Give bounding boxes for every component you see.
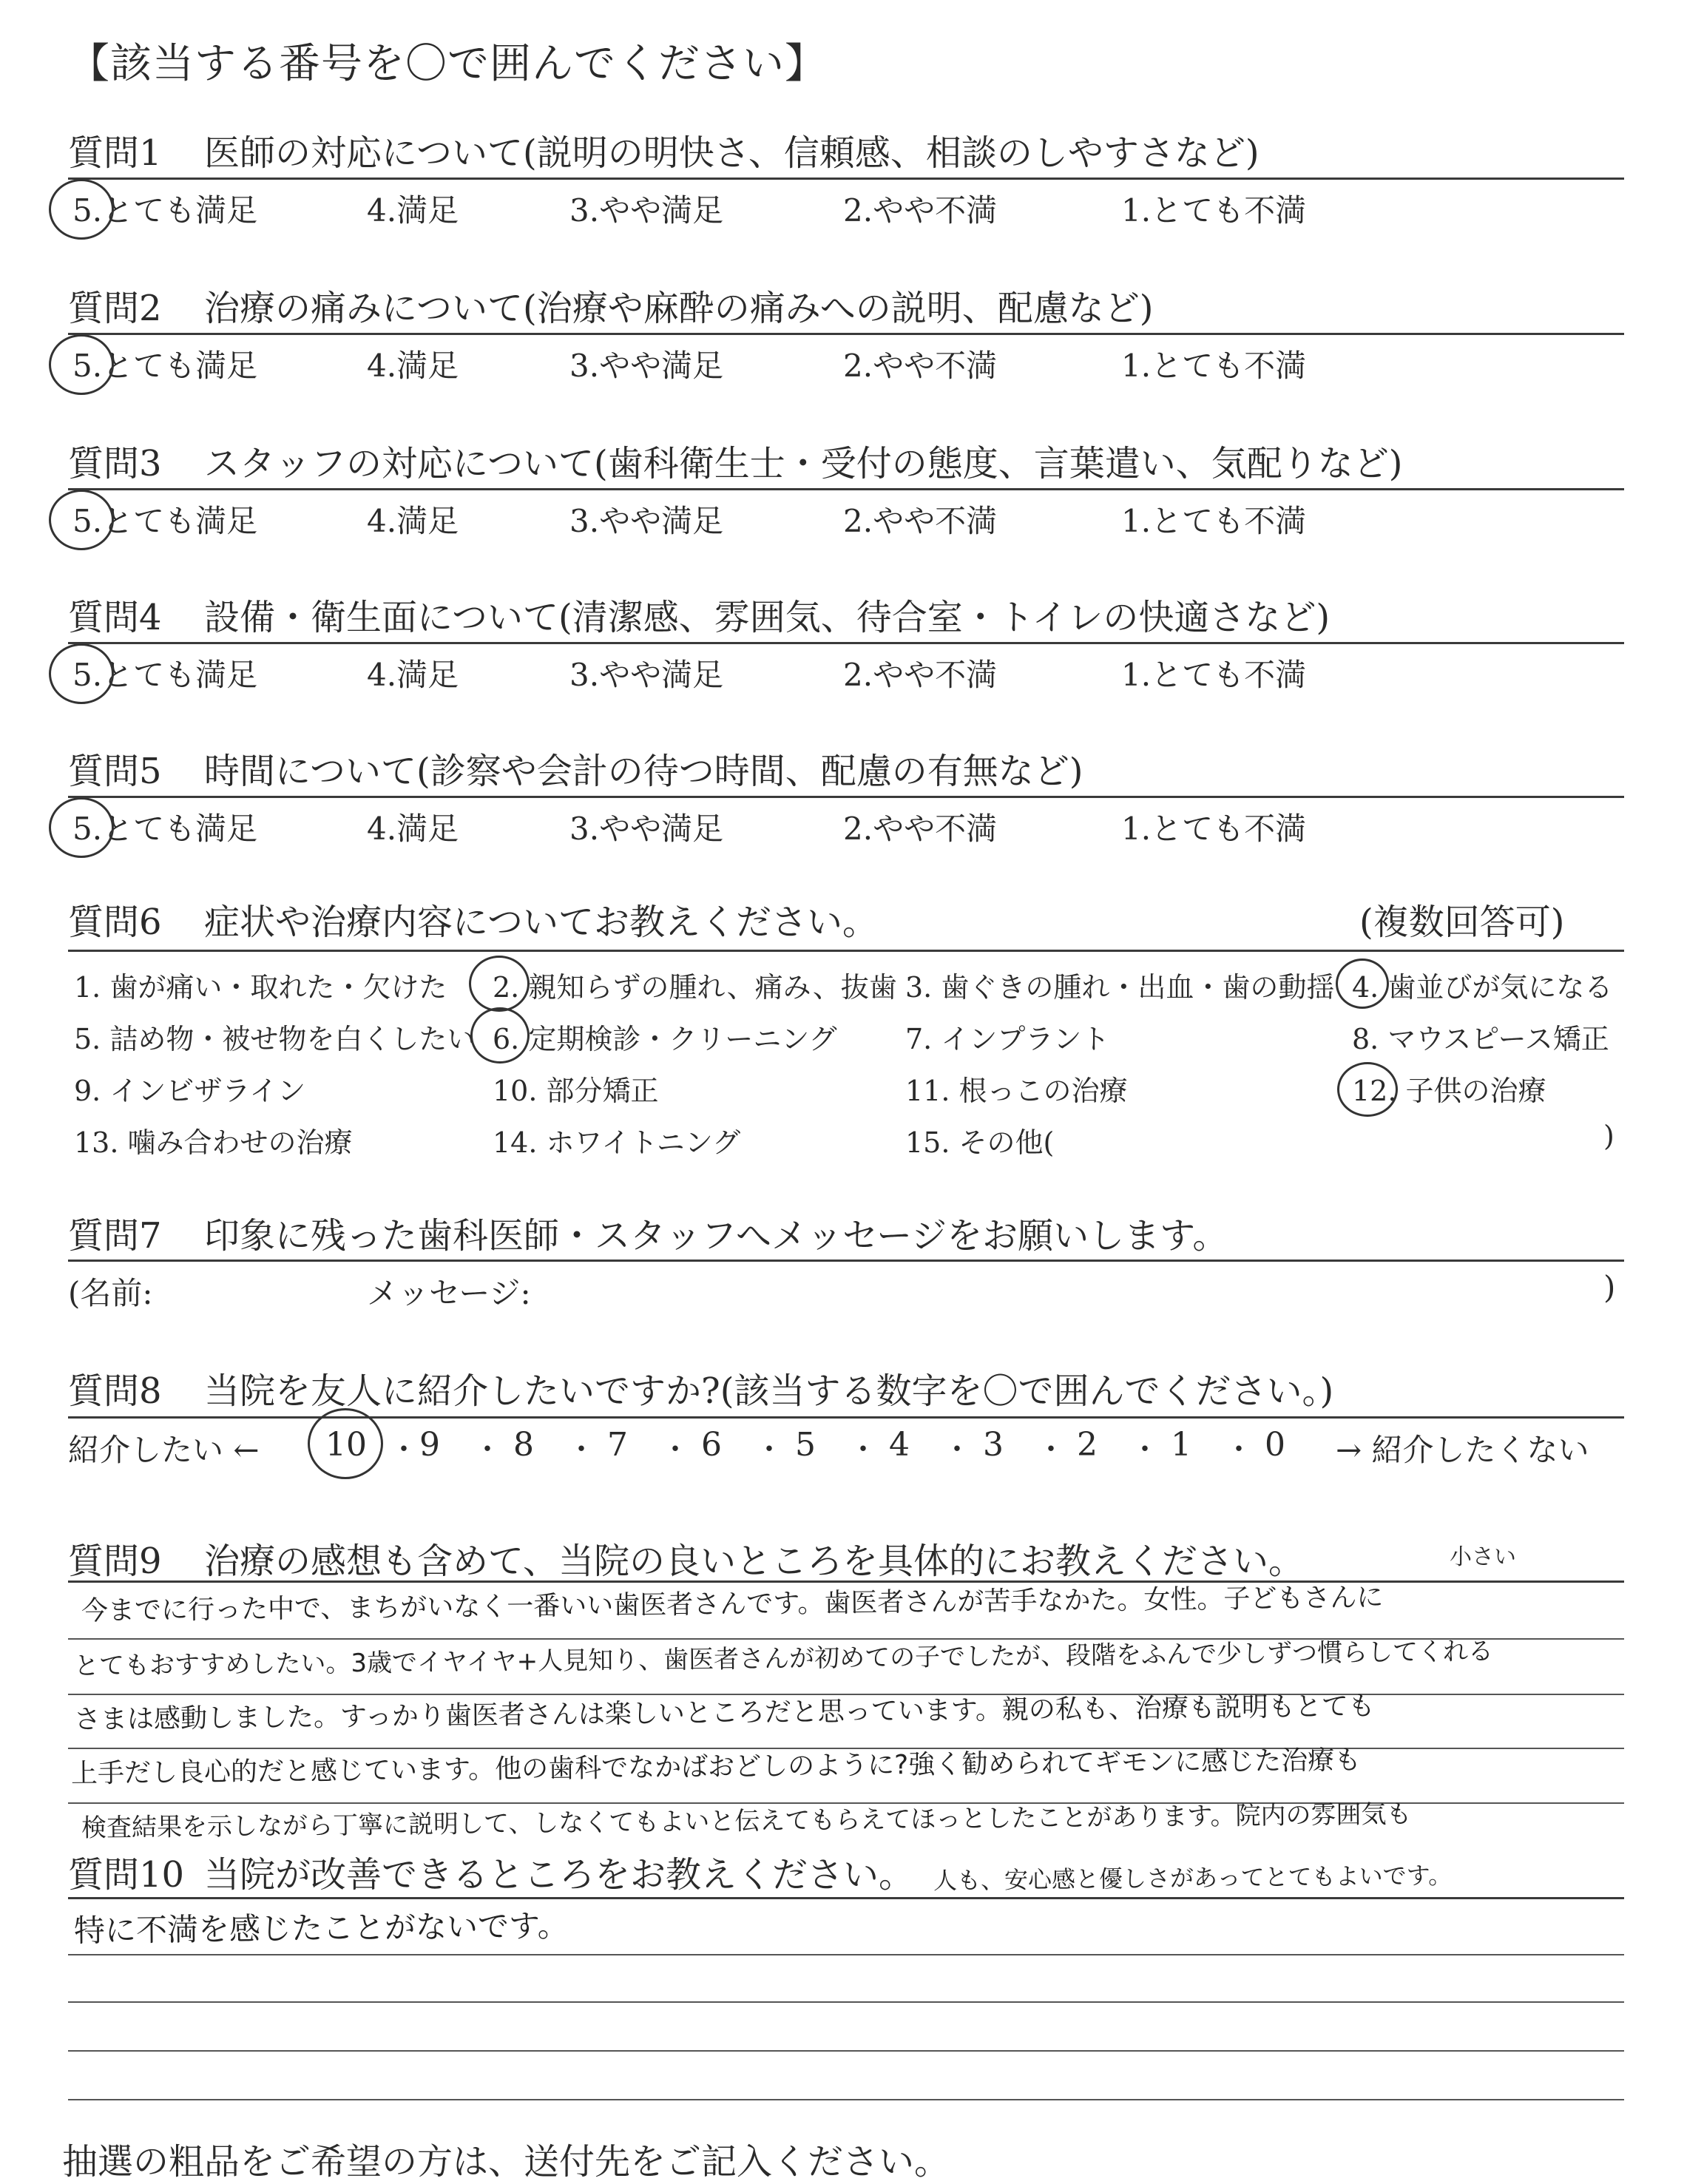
q5-option-3[interactable]: 3.やや満足 <box>569 811 724 847</box>
q2-text: 治療の痛みについて(治療や麻酔の痛みへの説明、配慮など) <box>204 288 1154 329</box>
q8-scale-4[interactable]: 4 <box>889 1426 910 1464</box>
q8-rule <box>68 1416 1624 1419</box>
q1-option-2[interactable]: 2.やや不満 <box>843 192 998 229</box>
footer-note: 抽選の粗品をご希望の方は、送付先をご記入ください。 <box>62 2141 950 2183</box>
q8-scale-separator: ・ <box>754 1433 784 1467</box>
q10-rule <box>68 1897 1624 1899</box>
q2-option-5[interactable]: 5.とても満足 <box>72 348 258 384</box>
q8-scale-separator: ・ <box>1130 1433 1160 1467</box>
q7-message-label: メッセージ: <box>367 1275 531 1311</box>
q4-option-2[interactable]: 2.やや不満 <box>843 657 998 693</box>
q7-label: 質問7 <box>68 1215 162 1257</box>
q5-option-5[interactable]: 5.とても満足 <box>72 811 258 847</box>
q1-option-1[interactable]: 1.とても不満 <box>1121 192 1307 229</box>
q9-text: 治療の感想も含めて、当院の良いところを具体的にお教えください。 <box>204 1541 1305 1582</box>
q6-selection-circle <box>1336 959 1389 1009</box>
q5-rule <box>68 796 1624 798</box>
q6-text: 症状や治療内容についてお教えください。 <box>204 902 879 943</box>
q2-option-2[interactable]: 2.やや不満 <box>843 348 998 384</box>
q3-text: スタッフの対応について(歯科衛生士・受付の態度、言葉遣い、気配りなど) <box>204 443 1403 484</box>
q9-answer-line-text: とてもおすすめしたい。3歳でイヤイヤ+人見知り、歯医者さんが初めての子でしたが、段階をふんで少しずつ慣らしてくれる <box>73 1636 1494 1681</box>
q9-answer-line-text: 検査結果を示しながら丁寧に説明して、しなくてもよいと伝えてもらえてほっとしたことがあります。院内の雰囲気も <box>81 1799 1412 1843</box>
q8-label: 質問8 <box>68 1370 162 1412</box>
q6-option-10[interactable]: 10. 部分矯正 <box>493 1075 659 1107</box>
q10-label: 質問10 <box>68 1854 185 1896</box>
q6-option-2[interactable]: 2. 親知らずの腫れ、痛み、抜歯 <box>493 971 897 1004</box>
q1-rule <box>68 178 1624 180</box>
q8-text: 当院を友人に紹介したいですか?(該当する数字を〇で囲んでください。) <box>204 1370 1334 1412</box>
q8-scale-6[interactable]: 6 <box>701 1426 722 1464</box>
q6-rule <box>68 950 1624 952</box>
q8-selection-circle <box>308 1408 383 1479</box>
q9-answer-line-text: 人も、安心感と優しさがあってとてもよいです。 <box>933 1861 1453 1895</box>
q8-left-label: 紹介したい ← <box>68 1432 260 1468</box>
q8-scale-separator: ・ <box>567 1433 596 1467</box>
q6-option-11[interactable]: 11. 根っこの治療 <box>905 1075 1128 1107</box>
q9-answer-line-text: 上手だし良心的だと感じています。他の歯科でなかばおどしのように?強く勧められてギモンに感じた治療も <box>70 1745 1362 1789</box>
q6-option-4[interactable]: 4. 歯並びが気になる <box>1352 971 1613 1004</box>
q6-option-9[interactable]: 9. インビザライン <box>74 1075 306 1107</box>
q8-scale-separator: ・ <box>942 1433 972 1467</box>
q6-option-3[interactable]: 3. 歯ぐきの腫れ・出血・歯の動揺 <box>905 971 1335 1004</box>
q4-option-4[interactable]: 4.満足 <box>367 657 459 693</box>
q1-selection-circle <box>49 179 114 240</box>
q1-option-3[interactable]: 3.やや満足 <box>569 192 724 229</box>
q6-selection-circle <box>1337 1062 1398 1117</box>
q7-name-label: (名前: <box>68 1275 153 1311</box>
q3-rule <box>68 488 1624 490</box>
q8-scale-8[interactable]: 8 <box>513 1426 534 1464</box>
q3-label: 質問3 <box>68 443 162 484</box>
q6-option-14[interactable]: 14. ホワイトニング <box>493 1126 741 1159</box>
q8-scale-3[interactable]: 3 <box>983 1426 1004 1464</box>
q3-option-1[interactable]: 1.とても不満 <box>1121 503 1307 539</box>
q2-rule <box>68 333 1624 335</box>
q4-option-1[interactable]: 1.とても不満 <box>1121 657 1307 693</box>
q3-option-3[interactable]: 3.やや満足 <box>569 503 724 539</box>
q1-text: 医師の対応について(説明の明快さ、信頼感、相談のしやすさなど) <box>204 132 1260 174</box>
q4-text: 設備・衛生面について(清潔感、雰囲気、待合室・トイレの快適さなど) <box>204 597 1331 638</box>
q2-label: 質問2 <box>68 288 162 329</box>
q6-selection-circle <box>469 956 530 1012</box>
q10-answer: 特に不満を感じたことがないです。 <box>73 1907 569 1949</box>
q3-option-2[interactable]: 2.やや不満 <box>843 503 998 539</box>
q5-option-1[interactable]: 1.とても不満 <box>1121 811 1307 847</box>
q8-scale-7[interactable]: 7 <box>607 1426 628 1464</box>
q8-scale-9[interactable]: 9 <box>419 1426 440 1464</box>
q1-label: 質問1 <box>68 132 162 174</box>
q6-option-15-close: ) <box>1603 1120 1615 1152</box>
q10-answer-line <box>68 2050 1624 2052</box>
q8-scale-10[interactable]: 10 <box>325 1426 367 1464</box>
q8-scale-2[interactable]: 2 <box>1077 1426 1098 1464</box>
q9-label: 質問9 <box>68 1541 162 1582</box>
q10-answer-line <box>68 2001 1624 2003</box>
q8-scale-separator: ・ <box>389 1433 419 1467</box>
q2-option-4[interactable]: 4.満足 <box>367 348 459 384</box>
q5-text: 時間について(診察や会計の待つ時間、配慮の有無など) <box>204 751 1083 792</box>
q8-scale-separator: ・ <box>848 1433 878 1467</box>
q7-text: 印象に残った歯科医師・スタッフへメッセージをお願いします。 <box>204 1215 1228 1257</box>
q4-option-3[interactable]: 3.やや満足 <box>569 657 724 693</box>
q9-answer-line-text: さまは感動しました。すっかり歯医者さんは楽しいところだと思っています。親の私も、治療も説明もとても <box>73 1691 1376 1735</box>
q1-option-4[interactable]: 4.満足 <box>367 192 459 229</box>
q8-scale-0[interactable]: 0 <box>1265 1426 1285 1464</box>
q8-scale-separator: ・ <box>1224 1433 1254 1467</box>
q6-option-13[interactable]: 13. 噛み合わせの治療 <box>74 1126 353 1159</box>
q7-close: ) <box>1603 1269 1616 1305</box>
q2-option-3[interactable]: 3.やや満足 <box>569 348 724 384</box>
q8-scale-separator: ・ <box>660 1433 690 1467</box>
q6-note: (複数回答可) <box>1359 902 1565 943</box>
q6-option-8[interactable]: 8. マウスピース矯正 <box>1352 1023 1609 1055</box>
q6-option-7[interactable]: 7. インプラント <box>905 1023 1110 1055</box>
q8-right-label: → 紹介したくない <box>1336 1432 1589 1468</box>
q2-option-1[interactable]: 1.とても不満 <box>1121 348 1307 384</box>
q4-option-5[interactable]: 5.とても満足 <box>72 657 258 693</box>
q6-option-6[interactable]: 6. 定期検診・クリーニング <box>493 1023 837 1055</box>
q10-text: 当院が改善できるところをお教えください。 <box>204 1854 915 1896</box>
q6-option-15[interactable]: 15. その他( <box>905 1126 1055 1159</box>
q8-scale-5[interactable]: 5 <box>795 1426 816 1464</box>
q5-option-4[interactable]: 4.満足 <box>367 811 459 847</box>
q3-option-5[interactable]: 5.とても満足 <box>72 503 258 539</box>
q4-rule <box>68 642 1624 644</box>
q8-scale-separator: ・ <box>1036 1433 1066 1467</box>
q1-option-5[interactable]: 5.とても満足 <box>72 192 258 229</box>
q10-answer-line <box>68 2099 1624 2100</box>
q10-answer-line <box>68 1954 1624 1955</box>
q5-selection-circle <box>49 797 114 858</box>
q7-rule <box>68 1260 1624 1262</box>
q6-option-12[interactable]: 12. 子供の治療 <box>1352 1075 1546 1107</box>
page-title: 【該当する番号を〇で囲んでください】 <box>68 40 827 88</box>
q5-label: 質問5 <box>68 751 162 792</box>
q3-selection-circle <box>49 490 114 550</box>
q6-selection-circle <box>470 1007 530 1064</box>
q2-selection-circle <box>49 334 114 395</box>
q4-selection-circle <box>49 643 114 704</box>
q4-label: 質問4 <box>68 597 162 638</box>
q8-scale-separator: ・ <box>473 1433 502 1467</box>
q8-scale-1[interactable]: 1 <box>1171 1426 1191 1464</box>
q5-option-2[interactable]: 2.やや不満 <box>843 811 998 847</box>
q6-option-5[interactable]: 5. 詰め物・被せ物を白くしたい <box>74 1023 476 1055</box>
q9-answer-line-text: 今までに行った中で、まちがいなく一番いい歯医者さんです。歯医者さんが苦手なかた。女性。子どもさんに <box>81 1582 1384 1626</box>
q6-label: 質問6 <box>68 902 162 943</box>
q3-option-4[interactable]: 4.満足 <box>367 503 459 539</box>
q6-option-1[interactable]: 1. 歯が痛い・取れた・欠けた <box>74 971 447 1004</box>
q9-insert-note: 小さい <box>1450 1544 1516 1570</box>
